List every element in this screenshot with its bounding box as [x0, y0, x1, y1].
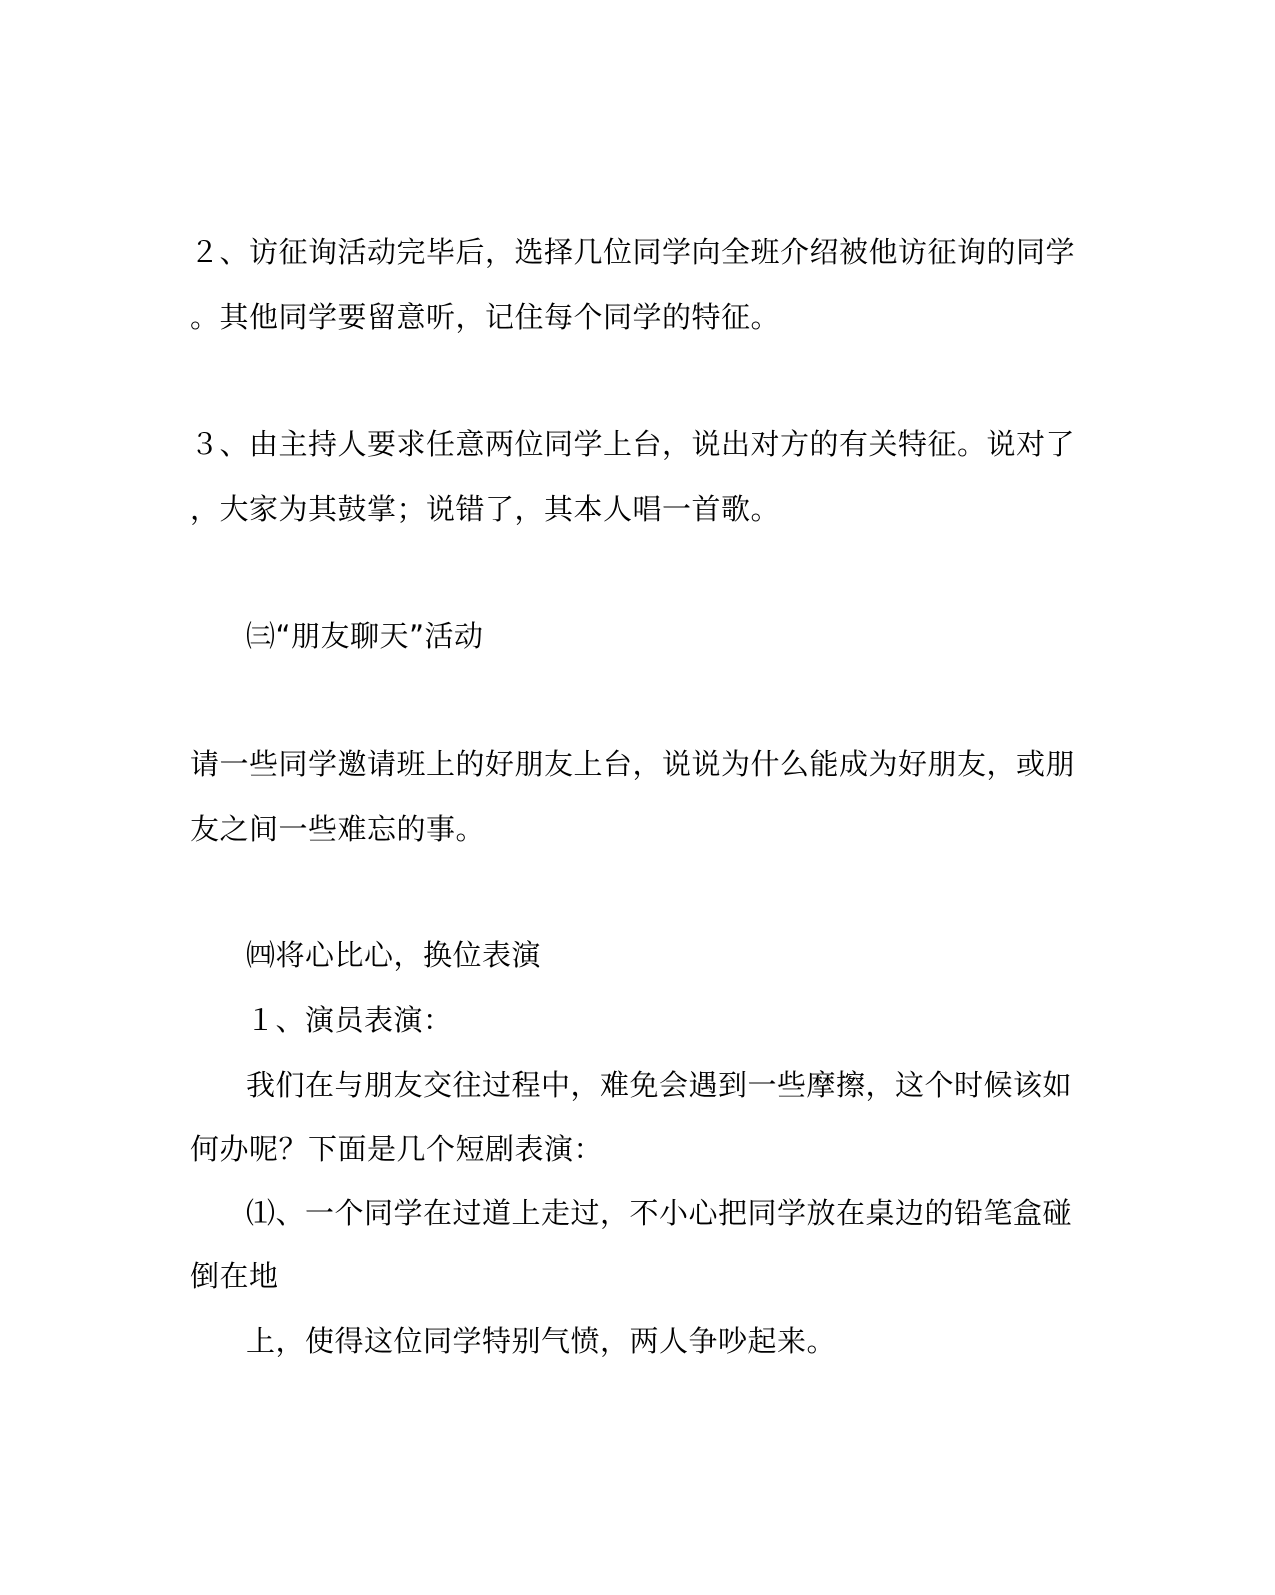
paragraph-line: 倒在地 [190, 1259, 279, 1293]
paragraph-line: 。其他同学要留意听，记住每个同学的特征。 [190, 300, 781, 334]
paragraph-line: ⑴、一个同学在过道上走过，不小心把同学放在桌边的铅笔盒碰 [246, 1196, 1073, 1230]
section-heading: ㈢“朋友聊天”活动 [246, 619, 484, 653]
paragraph-line: １、演员表演： [246, 1003, 453, 1037]
paragraph-line: 何办呢？下面是几个短剧表演： [190, 1132, 604, 1166]
paragraph-line: 友之间一些难忘的事。 [190, 812, 486, 846]
section-heading: ㈣将心比心，换位表演 [246, 938, 542, 972]
paragraph-line: ３、由主持人要求任意两位同学上台，说出对方的有关特征。说对了 [190, 427, 1076, 461]
paragraph-line: 我们在与朋友交往过程中，难免会遇到一些摩擦，这个时候该如 [246, 1068, 1073, 1102]
paragraph-line: ，大家为其鼓掌；说错了，其本人唱一首歌。 [190, 492, 781, 526]
paragraph-line: 请一些同学邀请班上的好朋友上台，说说为什么能成为好朋友，或朋 [190, 747, 1076, 781]
paragraph-line: 上，使得这位同学特别气愤，两人争吵起来。 [246, 1324, 837, 1358]
paragraph-line: ２、访征询活动完毕后，选择几位同学向全班介绍被他访征询的同学 [190, 235, 1076, 269]
